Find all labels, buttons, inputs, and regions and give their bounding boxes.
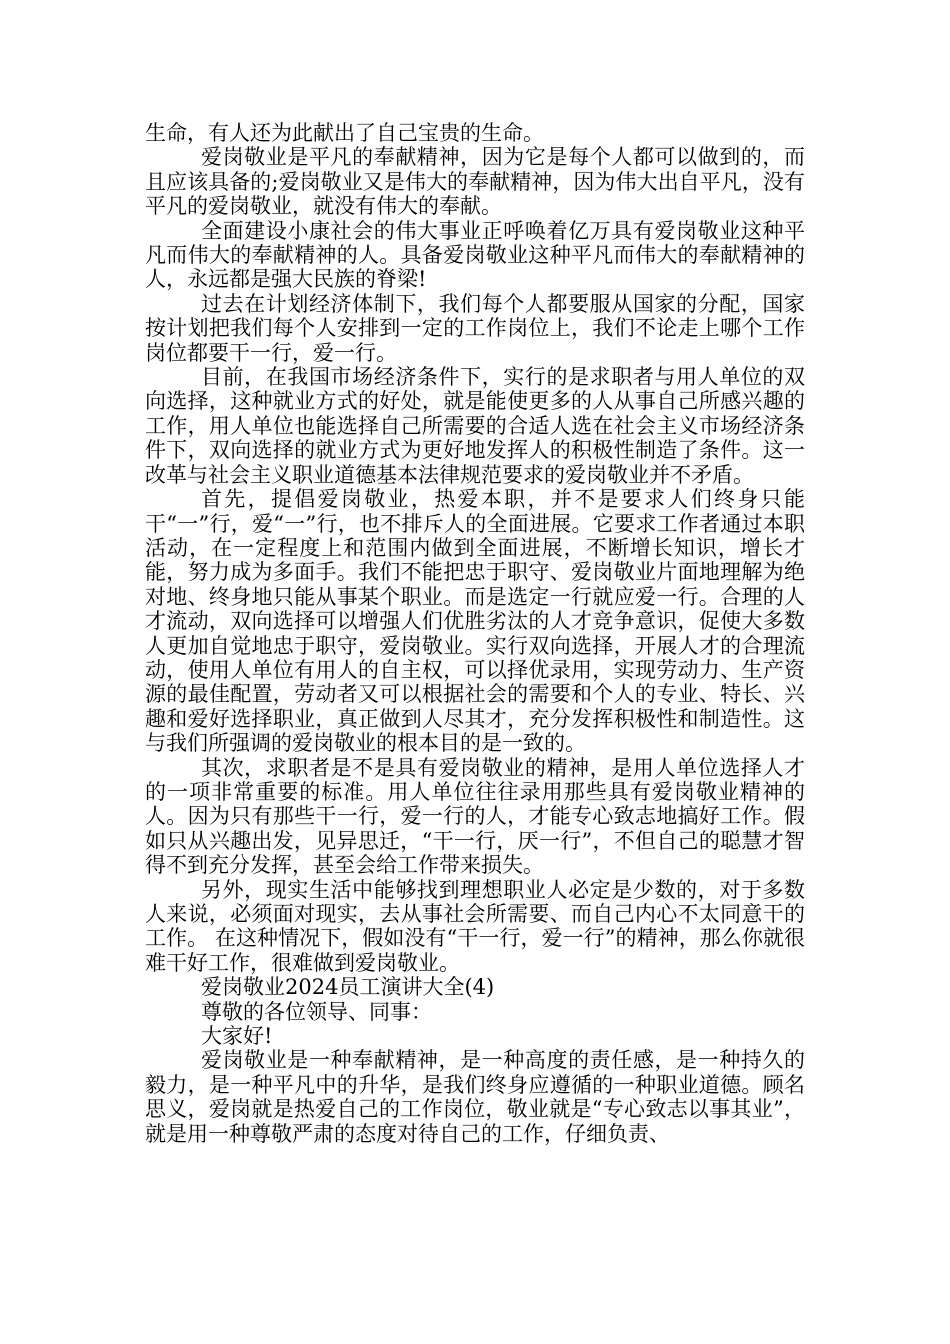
greeting: 大家好! (201, 1024, 273, 1049)
paragraph-4: 过去在计划经济体制下，我们每个人都要服从国家的分配，国家按计划把我们每个人安排到一定的工作岗位上，我们不论走上哪个工作岗位都要干一行，爱一行。 (145, 291, 805, 365)
paragraph-8: 另外，现实生活中能够找到理想职业人必定是少数的，对于多数人来说，必须面对现实，去从事社会所需要、而自己内心不太同意干的工作。 在这种情况下，假如没有“干一行，爱一行”的精神，那么你就很难干好工作，很难做到爱岗敬业。 (145, 877, 805, 975)
paragraph-5: 目前，在我国市场经济条件下，实行的是求职者与用人单位的双向选择，这种就业方式的好处，就是能使更多的人从事自己所感兴趣的工作，用人单位也能选择自己所需要的合适人选在社会主义市场经济条件下，双向选择的就业方式为更好地发挥人的积极性制造了条件。这一改革与社会主义职业道德基本法律规范要求的爱岗敬业并不矛盾。 (145, 365, 805, 487)
paragraph-1: 生命，有人还为此献出了自己宝贵的生命。 (145, 121, 544, 145)
salutation: 尊敬的各位领导、同事： (201, 999, 432, 1024)
paragraph-7: 其次，求职者是不是具有爱岗敬业的精神，是用人单位选择人才的一项非常重要的标准。用人单位往往录用那些具有爱岗敬业精神的人。因为只有那些干一行，爱一行的人，才能专心致志地搞好工作。假如只从兴趣出发，见异思迁，“干一行，厌一行”，不但自己的聪慧才智得不到充分发挥，甚至会给工作带来损失。 (145, 755, 805, 878)
paragraph-2: 爱岗敬业是平凡的奉献精神，因为它是每个人都可以做到的，而且应该具备的;爱岗敬业又是伟大的奉献精神，因为伟大出自平凡，没有平凡的爱岗敬业，就没有伟大的奉献。 (145, 145, 805, 219)
document-body (145, 121, 805, 1146)
paragraph-3: 全面建设小康社会的伟大事业正呼唤着亿万具有爱岗敬业这种平凡而伟大的奉献精神的人。具备爱岗敬业这种平凡而伟大的奉献精神的人，永远都是强大民族的脊梁! (145, 218, 805, 292)
section-heading: 爱岗敬业2024员工演讲大全(4) (201, 975, 495, 1000)
paragraph-12: 爱岗敬业是一种奉献精神，是一种高度的责任感，是一种持久的毅力，是一种平凡中的升华，是我们终身应遵循的一种职业道德。顾名思义，爱岗就是热爱自己的工作岗位，敬业就是“专心致志以事其业”，就是用一种尊敬严肃的态度对待自己的工作，仔细负责、 (145, 1048, 805, 1146)
paragraph-6: 首先，提倡爱岗敬业，热爱本职，并不是要求人们终身只能干“一”行，爱“一”行，也不排斥人的全面进展。它要求工作者通过本职活动，在一定程度上和范围内做到全面进展，不断增长知识，增长才能，努力成为多面手。我们不能把忠于职守、爱岗敬业片面地理解为绝对地、终身地只能从事某个职业。而是选定一行就应爱一行。合理的人才流动，双向选择可以增强人们优胜劣汰的人才竞争意识，促使大多数人更加自觉地忠于职守，爱岗敬业。实行双向选择，开展人才的合理流动，使用人单位有用人的自主权，可以择优录用，实现劳动力、生产资源的最佳配置，劳动者又可以根据社会的需要和个人的专业、特长、兴趣和爱好选择职业，真正做到人尽其才，充分发挥积极性和制造性。这与我们所强调的爱岗敬业的根本目的是一致的。 (145, 487, 805, 756)
